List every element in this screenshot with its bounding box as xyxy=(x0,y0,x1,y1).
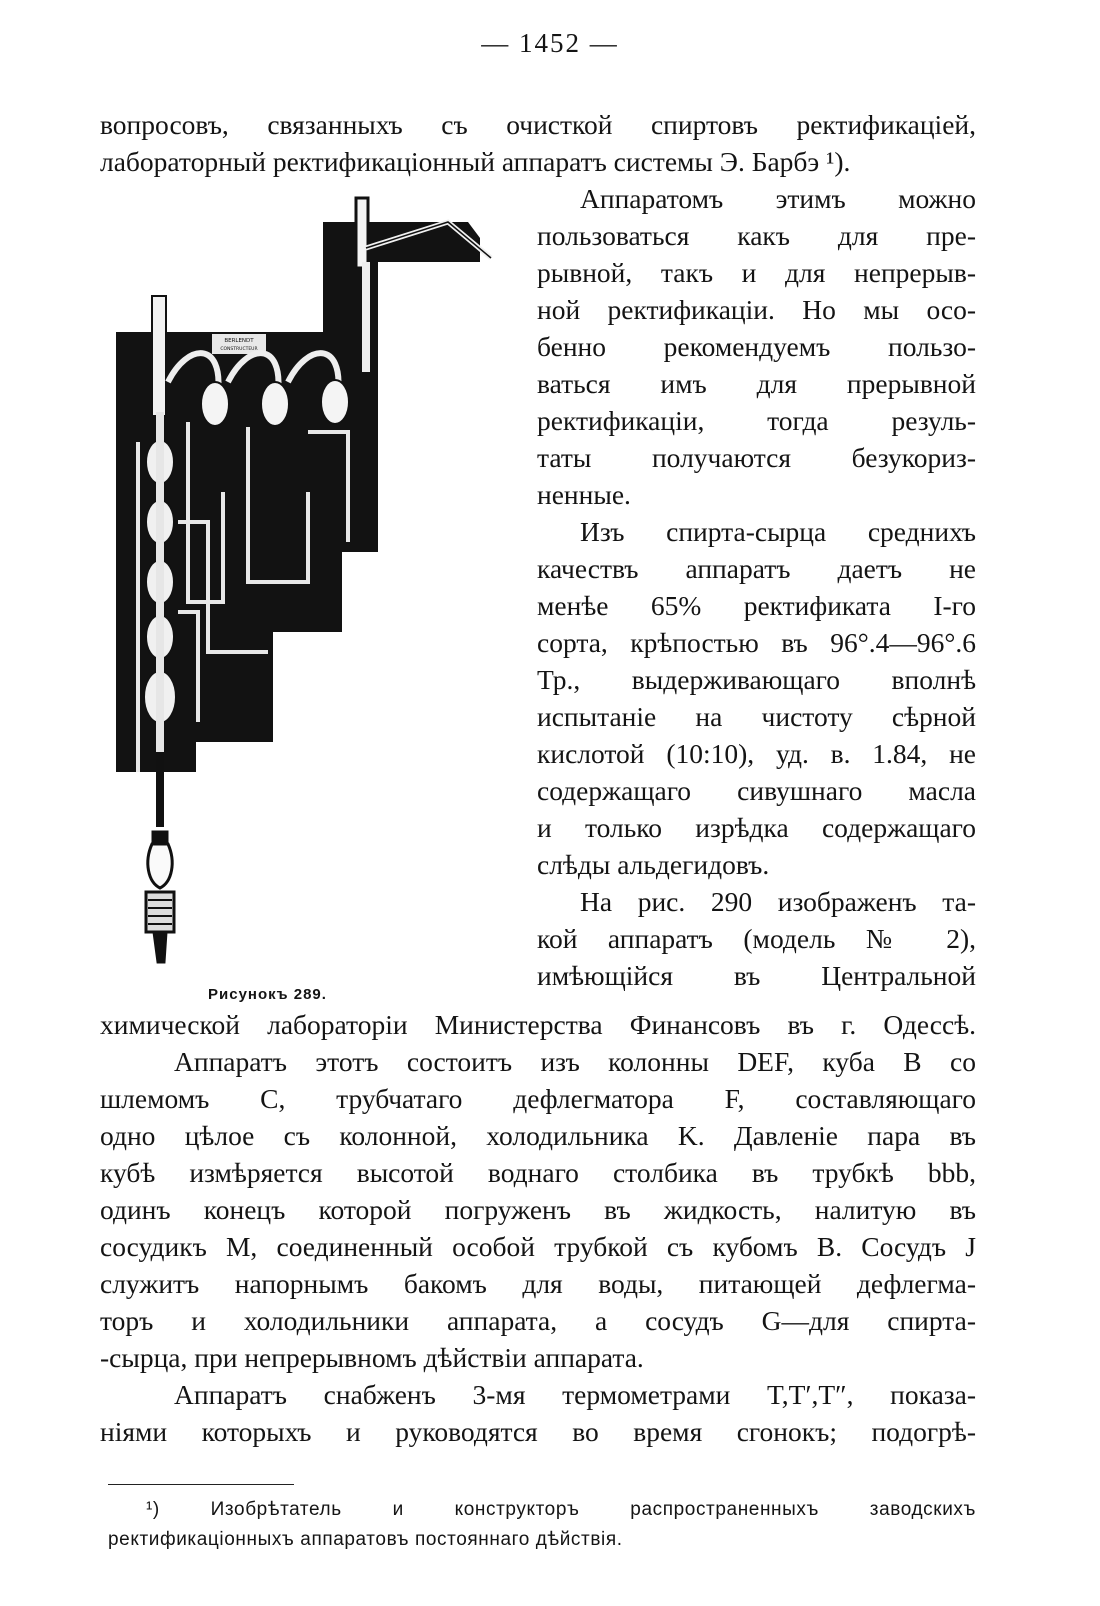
text-line: ной ректификаціи. Но мы осо- xyxy=(537,294,976,325)
text-line: кой аппаратъ (модель № 2), xyxy=(537,923,976,954)
text-line: вопросовъ, связанныхъ съ очисткой спиртовъ ректификаціей, xyxy=(100,109,976,140)
text-line: -сырца, при непрерывномъ дѣйствіи аппарата. xyxy=(100,1342,644,1373)
text-line: сорта, крѣпостью въ 96°.4—96°.6 xyxy=(537,627,976,658)
text-line: бенно рекомендуемъ пользо- xyxy=(537,331,976,362)
page-number: — 1452 — xyxy=(481,28,619,58)
apparatus-illustration xyxy=(108,192,508,972)
text-line: рывной, такъ и для непрерыв- xyxy=(537,257,976,288)
text-line: торъ и холодильники аппарата, а сосудъ G—для спирта- xyxy=(100,1305,976,1336)
text-line: На рис. 290 изображенъ та- xyxy=(580,886,976,917)
column-tube xyxy=(152,296,166,416)
text-line: таты получаются безукориз- xyxy=(537,442,976,473)
figure-caption: Рисунокъ 289. xyxy=(208,986,327,1003)
maker-plate-label: BERLENDT xyxy=(224,338,254,344)
text-line: менѣе 65% ректификата I-го xyxy=(537,590,976,621)
text-line: и только изрѣдка содержащаго xyxy=(537,812,976,843)
text-line: шлемомъ C, трубчатаго дефлегматора F, составляющаго xyxy=(100,1083,976,1114)
footnote-line: ¹) Изобрѣтатель и конструкторъ распространенныхъ заводскихъ xyxy=(146,1499,976,1520)
svg-text:CONSTRUCTEUR: CONSTRUCTEUR xyxy=(220,347,258,352)
receiver-flask xyxy=(146,832,174,962)
text-line: ненные. xyxy=(537,479,631,510)
text-line: химической лабораторіи Министерства Финансовъ въ г. Одессѣ. xyxy=(100,1009,976,1040)
text-line: Аппаратомъ этимъ можно xyxy=(580,183,976,214)
text-line: Аппаратъ этотъ состоитъ изъ колонны DEF, куба B со xyxy=(174,1046,976,1077)
text-line: служитъ напорнымъ бакомъ для воды, питающей дефлегма- xyxy=(100,1268,976,1299)
text-line: качествъ аппаратъ даетъ не xyxy=(537,553,976,584)
drain-tube xyxy=(156,752,164,827)
text-line: Изъ спирта-сырца среднихъ xyxy=(580,516,976,547)
text-line: ваться имъ для прерывной xyxy=(537,368,976,399)
text-line: испытаніе на чистоту сѣрной xyxy=(537,701,976,732)
text-line: слѣды альдегидовъ. xyxy=(537,849,770,880)
top-tube xyxy=(356,198,368,268)
text-line: ніями которыхъ и руководятся во время сгонокъ; подогрѣ- xyxy=(100,1416,976,1447)
text-line: Аппаратъ снабженъ 3-мя термометрами T,T′,T″, показа- xyxy=(174,1379,976,1410)
text-line: одно цѣлое съ колонной, холодильника K. Давленіе пара въ xyxy=(100,1120,976,1151)
text-line: ректификаціи, тогда резуль- xyxy=(537,405,976,436)
text-line: пользоваться какъ для пре- xyxy=(537,220,976,251)
footnote-divider xyxy=(108,1484,294,1485)
text-line: сосудикъ M, соединенный особой трубкой съ кубомъ B. Сосудъ J xyxy=(100,1231,976,1262)
text-line: лабораторный ректификаціонный аппаратъ системы Э. Барбэ ¹). xyxy=(100,146,851,177)
footnote-line: ректификаціонныхъ аппаратовъ постояннаго дѣйствія. xyxy=(108,1529,623,1550)
text-line: кислотой (10:10), уд. в. 1.84, не xyxy=(537,738,976,769)
text-line: одинъ конецъ которой погруженъ въ жидкость, налитую въ xyxy=(100,1194,976,1225)
text-line: содержащаго сивушнаго масла xyxy=(537,775,976,806)
text-line: имѣющійся въ Центральной xyxy=(537,960,976,991)
text-line: кубѣ измѣряется высотой воднаго столбика въ трубкѣ bbb, xyxy=(100,1157,976,1188)
text-line: Тр., выдерживающаго вполнѣ xyxy=(537,664,976,695)
